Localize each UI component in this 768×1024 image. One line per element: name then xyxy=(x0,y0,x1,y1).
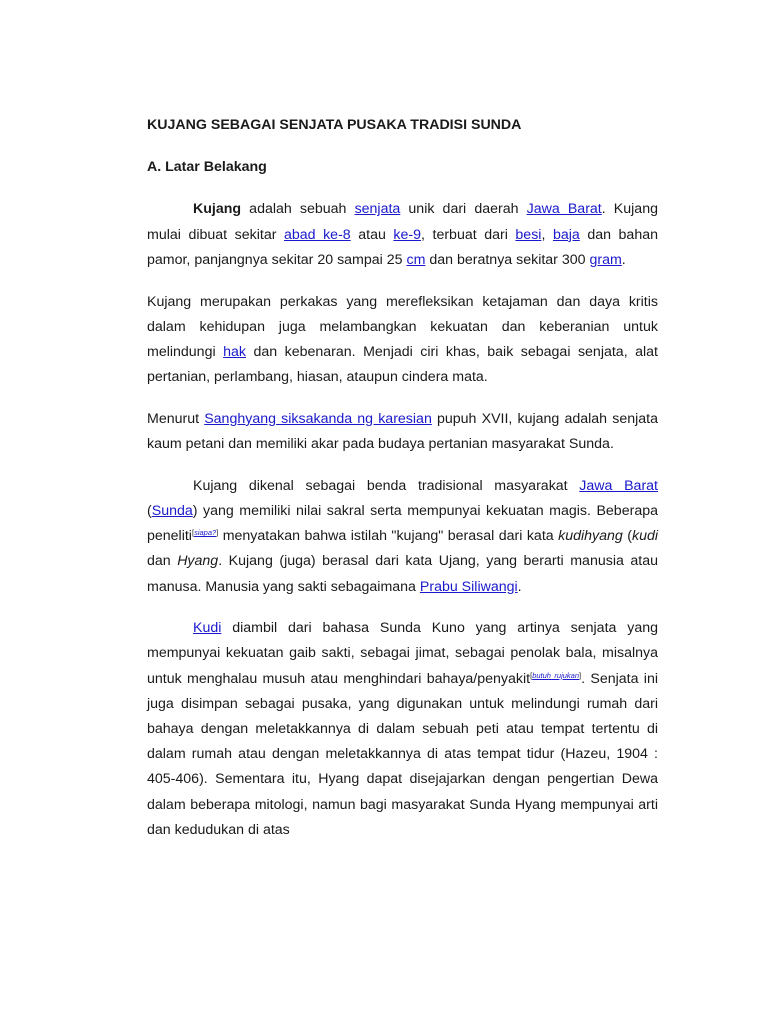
cite-bracket: [ xyxy=(530,670,533,680)
text: . Kujang (juga) berasal dari kata Ujang, yang berarti manusia atau manusa. Manusia yang sakti sebagaimana xyxy=(147,553,658,595)
link-besi[interactable]: besi xyxy=(515,226,542,243)
link-jawa-barat-2[interactable]: Jawa Barat xyxy=(579,477,658,494)
text: dan kebenaran. Menjadi ciri khas, baik sebagai senjata, alat pertanian, perlambang, hiasan, ataupun cindera mata. xyxy=(147,343,658,386)
citation-butuh-rujukan xyxy=(530,671,581,680)
link-prabu-siliwangi[interactable]: Prabu Siliwangi xyxy=(419,578,518,595)
text: . xyxy=(621,251,626,268)
text: Kujang merupakan perkakas yang merefleksikan ketajaman dan daya kritis dalam kehidupan juga melambangkan kekuatan dan keberanian untuk melindungi xyxy=(147,293,658,360)
text: ) yang memiliki nilai sakral serta mempunyai kekuatan magis. Beberapa peneliti xyxy=(147,502,658,545)
text: menyatakan bahwa istilah "kujang" berasal dari kata xyxy=(218,528,559,545)
text: Kujang dikenal sebagai benda tradisional masyarakat xyxy=(193,477,580,494)
cite-bracket: [ xyxy=(191,528,195,538)
text: , terbuat dari xyxy=(421,226,516,243)
link-cm[interactable]: cm xyxy=(406,251,426,268)
text: atau xyxy=(350,226,394,243)
link-sunda[interactable]: Sunda xyxy=(151,502,193,519)
text: pupuh XVII, kujang adalah senjata kaum petani dan memiliki akar pada budaya pertanian masyarakat Sunda. xyxy=(147,410,658,453)
link-ke-9[interactable]: ke-9 xyxy=(393,226,422,243)
text: ( xyxy=(622,528,632,545)
paragraph-3 xyxy=(147,407,658,457)
text: dan xyxy=(147,553,178,570)
paragraph-1 xyxy=(147,197,658,273)
text: , xyxy=(541,226,553,243)
link-butuh-rujukan[interactable]: butuh rujukan xyxy=(532,670,580,680)
text: unik dari daerah xyxy=(400,201,527,218)
term-hyang: Hyang xyxy=(177,553,219,570)
cite-bracket: ] xyxy=(216,528,219,538)
link-gram[interactable]: gram xyxy=(589,251,622,268)
paragraph-2 xyxy=(147,290,658,391)
text: dan bahan pamor, panjangnya sekitar 20 sampai 25 xyxy=(147,226,658,268)
link-abad-ke-8[interactable]: abad ke-8 xyxy=(283,226,351,243)
link-hak[interactable]: hak xyxy=(223,343,246,360)
text: . Kujang mulai dibuat sekitar xyxy=(147,201,658,243)
link-kudi[interactable]: Kudi xyxy=(193,620,222,637)
text: diambil dari bahasa Sunda Kuno yang artinya senjata yang mempunyai kekuatan gaib sakti, sebagai jimat, sebagai penolak bala, misalnya untuk menghalau musuh atau menghindari bahaya/penyakit xyxy=(147,620,658,687)
text: ( xyxy=(147,502,152,519)
section-heading: A. Latar Belakang xyxy=(147,159,267,176)
link-siapa[interactable]: siapa? xyxy=(194,528,217,538)
term-kujang: Kujang xyxy=(193,201,242,218)
term-kudihyang: kudihyang xyxy=(558,528,623,545)
text: dan beratnya sekitar 300 xyxy=(425,251,590,268)
link-jawa-barat[interactable]: Jawa Barat xyxy=(526,201,602,218)
text: . xyxy=(517,578,522,595)
link-senjata[interactable]: senjata xyxy=(354,201,401,218)
term-kudi: kudi xyxy=(631,528,658,545)
paragraph-4 xyxy=(147,474,658,600)
text: adalah sebuah xyxy=(241,201,355,218)
citation-siapa xyxy=(192,528,218,537)
paragraph-5 xyxy=(147,616,658,843)
document-title: KUJANG SEBAGAI SENJATA PUSAKA TRADISI SUNDA xyxy=(147,117,522,133)
link-sanghyang-siksakanda[interactable]: Sanghyang siksakanda ng karesian xyxy=(204,410,432,427)
cite-bracket: ] xyxy=(579,670,582,680)
text: . Senjata ini juga disimpan sebagai pusaka, yang digunakan untuk melindungi rumah dari bahaya dengan meletakkannya di dalam sebuah peti atau tempat tertentu di dalam rumah atau dengan meletakkannya di atas tempat tidur (Hazeu, 1904 : 405-406). Sementara itu, Hyang dapat disejajarkan dengan pengertian Dewa dalam beberapa mitologi, namun bagi masyarakat Sunda Hyang mempunyai arti dan kedudukan di atas xyxy=(147,670,658,838)
text: Menurut xyxy=(147,410,205,427)
link-baja[interactable]: baja xyxy=(552,226,580,243)
document-body xyxy=(147,113,658,860)
